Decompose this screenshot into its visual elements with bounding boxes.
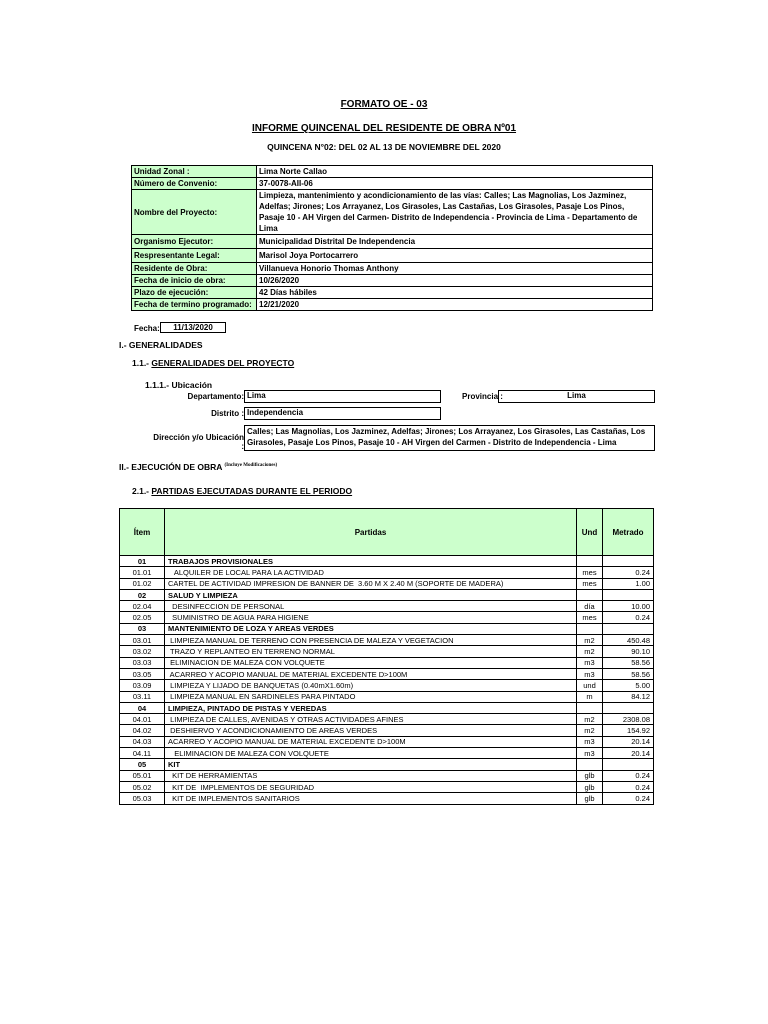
cell-partida: TRAZO Y REPLANTEO EN TERRENO NORMAL [165,646,577,657]
info-label: Número de Convenio: [132,178,257,190]
table-row [120,680,654,691]
cell-metrado: 450.48 [603,635,654,646]
cell-und: m2 [577,725,603,736]
info-label: Nombre del Proyecto: [132,190,257,235]
table-row [120,578,654,589]
cell-partida: KIT DE HERRAMIENTAS [165,770,577,781]
table-row [120,635,654,646]
cell-und: m2 [577,714,603,725]
cell-partida: LIMPIEZA MANUAL DE TERRENO CON PRESENCIA DE MALEZA Y VEGETACION [165,635,577,646]
province-label: Provincia : [462,392,503,401]
district-label: Distrito : [211,409,244,418]
cell-und: m3 [577,657,603,668]
cell-partida: LIMPIEZA, PINTADO DE PISTAS Y VEREDAS [165,702,577,713]
cell-partida: ALQUILER DE LOCAL PARA LA ACTIVIDAD [165,567,577,578]
table-row [120,601,654,612]
cell-item: 02.05 [120,612,165,623]
info-row [132,235,653,249]
cell-und: m [577,691,603,702]
cell-und: m3 [577,748,603,759]
project-info-table [131,165,653,311]
cell-item: 04.11 [120,748,165,759]
info-label: Plazo de ejecución: [132,287,257,299]
cell-und: m2 [577,635,603,646]
cell-metrado: 0.24 [603,793,654,804]
department-label: Departamento: [187,392,244,401]
cell-item: 04.02 [120,725,165,736]
info-row [132,166,653,178]
cell-und: m3 [577,668,603,679]
cell-und: m2 [577,646,603,657]
cell-item: 04.01 [120,714,165,725]
section2-sub [132,486,352,496]
fecha-label: Fecha: [134,324,160,333]
cell-metrado: 0.24 [603,612,654,623]
cell-partida: KIT DE IMPLEMENTOS DE SEGURIDAD [165,781,577,792]
table-row [120,759,654,770]
info-value: Lima Norte Callao [257,166,653,178]
cell-und [577,702,603,713]
address-label: Dirección y/o Ubicación : [153,433,244,451]
info-label: Respresentante Legal: [132,249,257,263]
info-row [132,190,653,235]
cell-item: 03.03 [120,657,165,668]
cell-item: 04.03 [120,736,165,747]
cell-partida: LIMPIEZA Y LIJADO DE BANQUETAS (0.40mX1.60m) [165,680,577,691]
section1-title: I.- GENERALIDADES [119,340,203,350]
section1-sub [132,358,294,368]
cell-metrado: 5.00 [603,680,654,691]
cell-und: glb [577,770,603,781]
location-num: 1.1.1.- [145,380,170,390]
info-label: Unidad Zonal : [132,166,257,178]
table-row [120,646,654,657]
cell-metrado: 0.24 [603,781,654,792]
info-row [132,275,653,287]
table-row [120,567,654,578]
table-row [120,657,654,668]
table-row [120,702,654,713]
cell-item: 03 [120,623,165,634]
cell-item: 05 [120,759,165,770]
cell-item: 01 [120,556,165,567]
header-item: Ítem [120,509,165,556]
cell-partida: LIMPIEZA DE CALLES, AVENIDAS Y OTRAS ACTIVIDADES AFINES [165,714,577,725]
cell-partida: DESHIERVO Y ACONDICIONAMIENTO DE AREAS VERDES [165,725,577,736]
info-row [132,287,653,299]
cell-item: 01.02 [120,578,165,589]
form-code: FORMATO OE - 03 [340,99,428,110]
cell-und [577,556,603,567]
table-row [120,556,654,567]
cell-partida: TRABAJOS PROVISIONALES [165,556,577,567]
location-heading [145,380,212,390]
district-value: Independencia [244,407,441,420]
section2-title-text: II.- EJECUCIÓN DE OBRA [119,462,223,472]
cell-und: mes [577,567,603,578]
period-text: QUINCENA N°02: DEL 02 AL 13 DE NOVIEMBRE DEL 2020 [267,142,501,152]
cell-item: 03.05 [120,668,165,679]
section1-sub-num: 1.1.- [132,358,150,368]
cell-metrado: 154.92 [603,725,654,736]
cell-und: mes [577,578,603,589]
province-value: Lima [498,390,655,403]
cell-item: 03.09 [120,680,165,691]
location-title: Ubicación [171,380,213,390]
table-row [120,623,654,634]
table-row [120,748,654,759]
table-row [120,612,654,623]
cell-und [577,623,603,634]
cell-metrado: 0.24 [603,770,654,781]
info-label: Fecha de inicio de obra: [132,275,257,287]
table-row [120,725,654,736]
cell-partida: ACARREO Y ACOPIO MANUAL DE MATERIAL EXCEDENTE D>100M [165,668,577,679]
table-row [120,736,654,747]
cell-metrado: 10.00 [603,601,654,612]
info-value: Limpieza, mantenimiento y acondicionamiento de las vías: Calles; Las Magnolias, Los Jazminez, Adelfas; Jirones; Los Arrayanez, Los Girasoles, Las Castañas, Los Girasoles, Pasaje Los Pinos, Pasaje 10 - AH Virgen del Carmen- Distrito de Independencia - Provincia de Lima - Departamento de Lima [257,190,653,235]
cell-partida: MANTENIMIENTO DE LOZA Y AREAS VERDES [165,623,577,634]
header-und: Und [577,509,603,556]
section2-note: (Incluye Modificaciones) [224,463,278,469]
section2-sub-title: PARTIDAS EJECUTADAS DURANTE EL PERIODO [151,486,353,496]
cell-metrado: 1.00 [603,578,654,589]
info-row [132,178,653,190]
cell-metrado: 20.14 [603,736,654,747]
cell-item: 05.01 [120,770,165,781]
info-value: 37-0078-AII-06 [257,178,653,190]
cell-und: glb [577,793,603,804]
section1-sub-title: GENERALIDADES DEL PROYECTO [151,358,295,368]
info-row [132,249,653,263]
info-value: Marisol Joya Portocarrero [257,249,653,263]
cell-item: 02 [120,589,165,600]
cell-und: m3 [577,736,603,747]
cell-item: 03.02 [120,646,165,657]
cell-item: 05.03 [120,793,165,804]
info-label: Organismo Ejecutor: [132,235,257,249]
cell-item: 05.02 [120,781,165,792]
table-row [120,691,654,702]
table-row [120,668,654,679]
cell-partida: KIT [165,759,577,770]
cell-metrado [603,759,654,770]
fecha-value: 11/13/2020 [160,322,226,333]
address-value: Calles; Las Magnolias, Los Jazminez, Adelfas; Jirones; Los Arrayanez, Los Girasoles, Las Castañas, Los Girasoles, Pasaje Los Pinos, Pasaje 10 - AH Virgen del Carmen - Distrito de Independencia - Lima [244,425,655,451]
report-title: INFORME QUINCENAL DEL RESIDENTE DE OBRA Nº01 [251,123,517,134]
cell-metrado: 2308.08 [603,714,654,725]
cell-metrado [603,589,654,600]
cell-item: 01.01 [120,567,165,578]
cell-metrado: 84.12 [603,691,654,702]
cell-partida: ELIMINACION DE MALEZA CON VOLQUETE [165,657,577,668]
info-value: 10/26/2020 [257,275,653,287]
info-value: Municipalidad Distrital De Independencia [257,235,653,249]
cell-partida: SALUD Y LIMPIEZA [165,589,577,600]
section2-sub-num: 2.1.- [132,486,150,496]
table-row [120,793,654,804]
partidas-table [119,508,654,805]
cell-partida: CARTEL DE ACTIVIDAD IMPRESION DE BANNER DE 3.60 M X 2.40 M (SOPORTE DE MADERA) [165,578,577,589]
cell-partida: SUMINISTRO DE AGUA PARA HIGIENE [165,612,577,623]
table-row [120,714,654,725]
cell-partida: ACARREO Y ACOPIO MANUAL DE MATERIAL EXCEDENTE D>100M [165,736,577,747]
cell-und: glb [577,781,603,792]
info-label: Fecha de termino programado: [132,299,257,311]
info-value: Villanueva Honorio Thomas Anthony [257,263,653,275]
cell-metrado [603,556,654,567]
header-metrado: Metrado [603,509,654,556]
table-row [120,781,654,792]
cell-metrado: 20.14 [603,748,654,759]
info-row [132,299,653,311]
cell-und: día [577,601,603,612]
cell-partida: DESINFECCION DE PERSONAL [165,601,577,612]
info-row [132,263,653,275]
cell-und: und [577,680,603,691]
cell-item: 02.04 [120,601,165,612]
section2-title [119,462,277,472]
cell-und: mes [577,612,603,623]
info-label: Residente de Obra: [132,263,257,275]
cell-partida: LIMPIEZA MANUAL EN SARDINELES PARA PINTADO [165,691,577,702]
cell-und [577,589,603,600]
cell-metrado: 0.24 [603,567,654,578]
cell-item: 03.01 [120,635,165,646]
cell-partida: ELIMINACION DE MALEZA CON VOLQUETE [165,748,577,759]
table-row [120,770,654,781]
cell-metrado [603,623,654,634]
info-value: 42 Días hábiles [257,287,653,299]
cell-metrado: 58.56 [603,668,654,679]
cell-item: 04 [120,702,165,713]
department-value: Lima [244,390,441,403]
cell-item: 03.11 [120,691,165,702]
cell-metrado: 58.56 [603,657,654,668]
cell-metrado: 90.10 [603,646,654,657]
cell-partida: KIT DE IMPLEMENTOS SANITARIOS [165,793,577,804]
header-partidas: Partidas [165,509,577,556]
info-value: 12/21/2020 [257,299,653,311]
table-row [120,589,654,600]
cell-metrado [603,702,654,713]
cell-und [577,759,603,770]
